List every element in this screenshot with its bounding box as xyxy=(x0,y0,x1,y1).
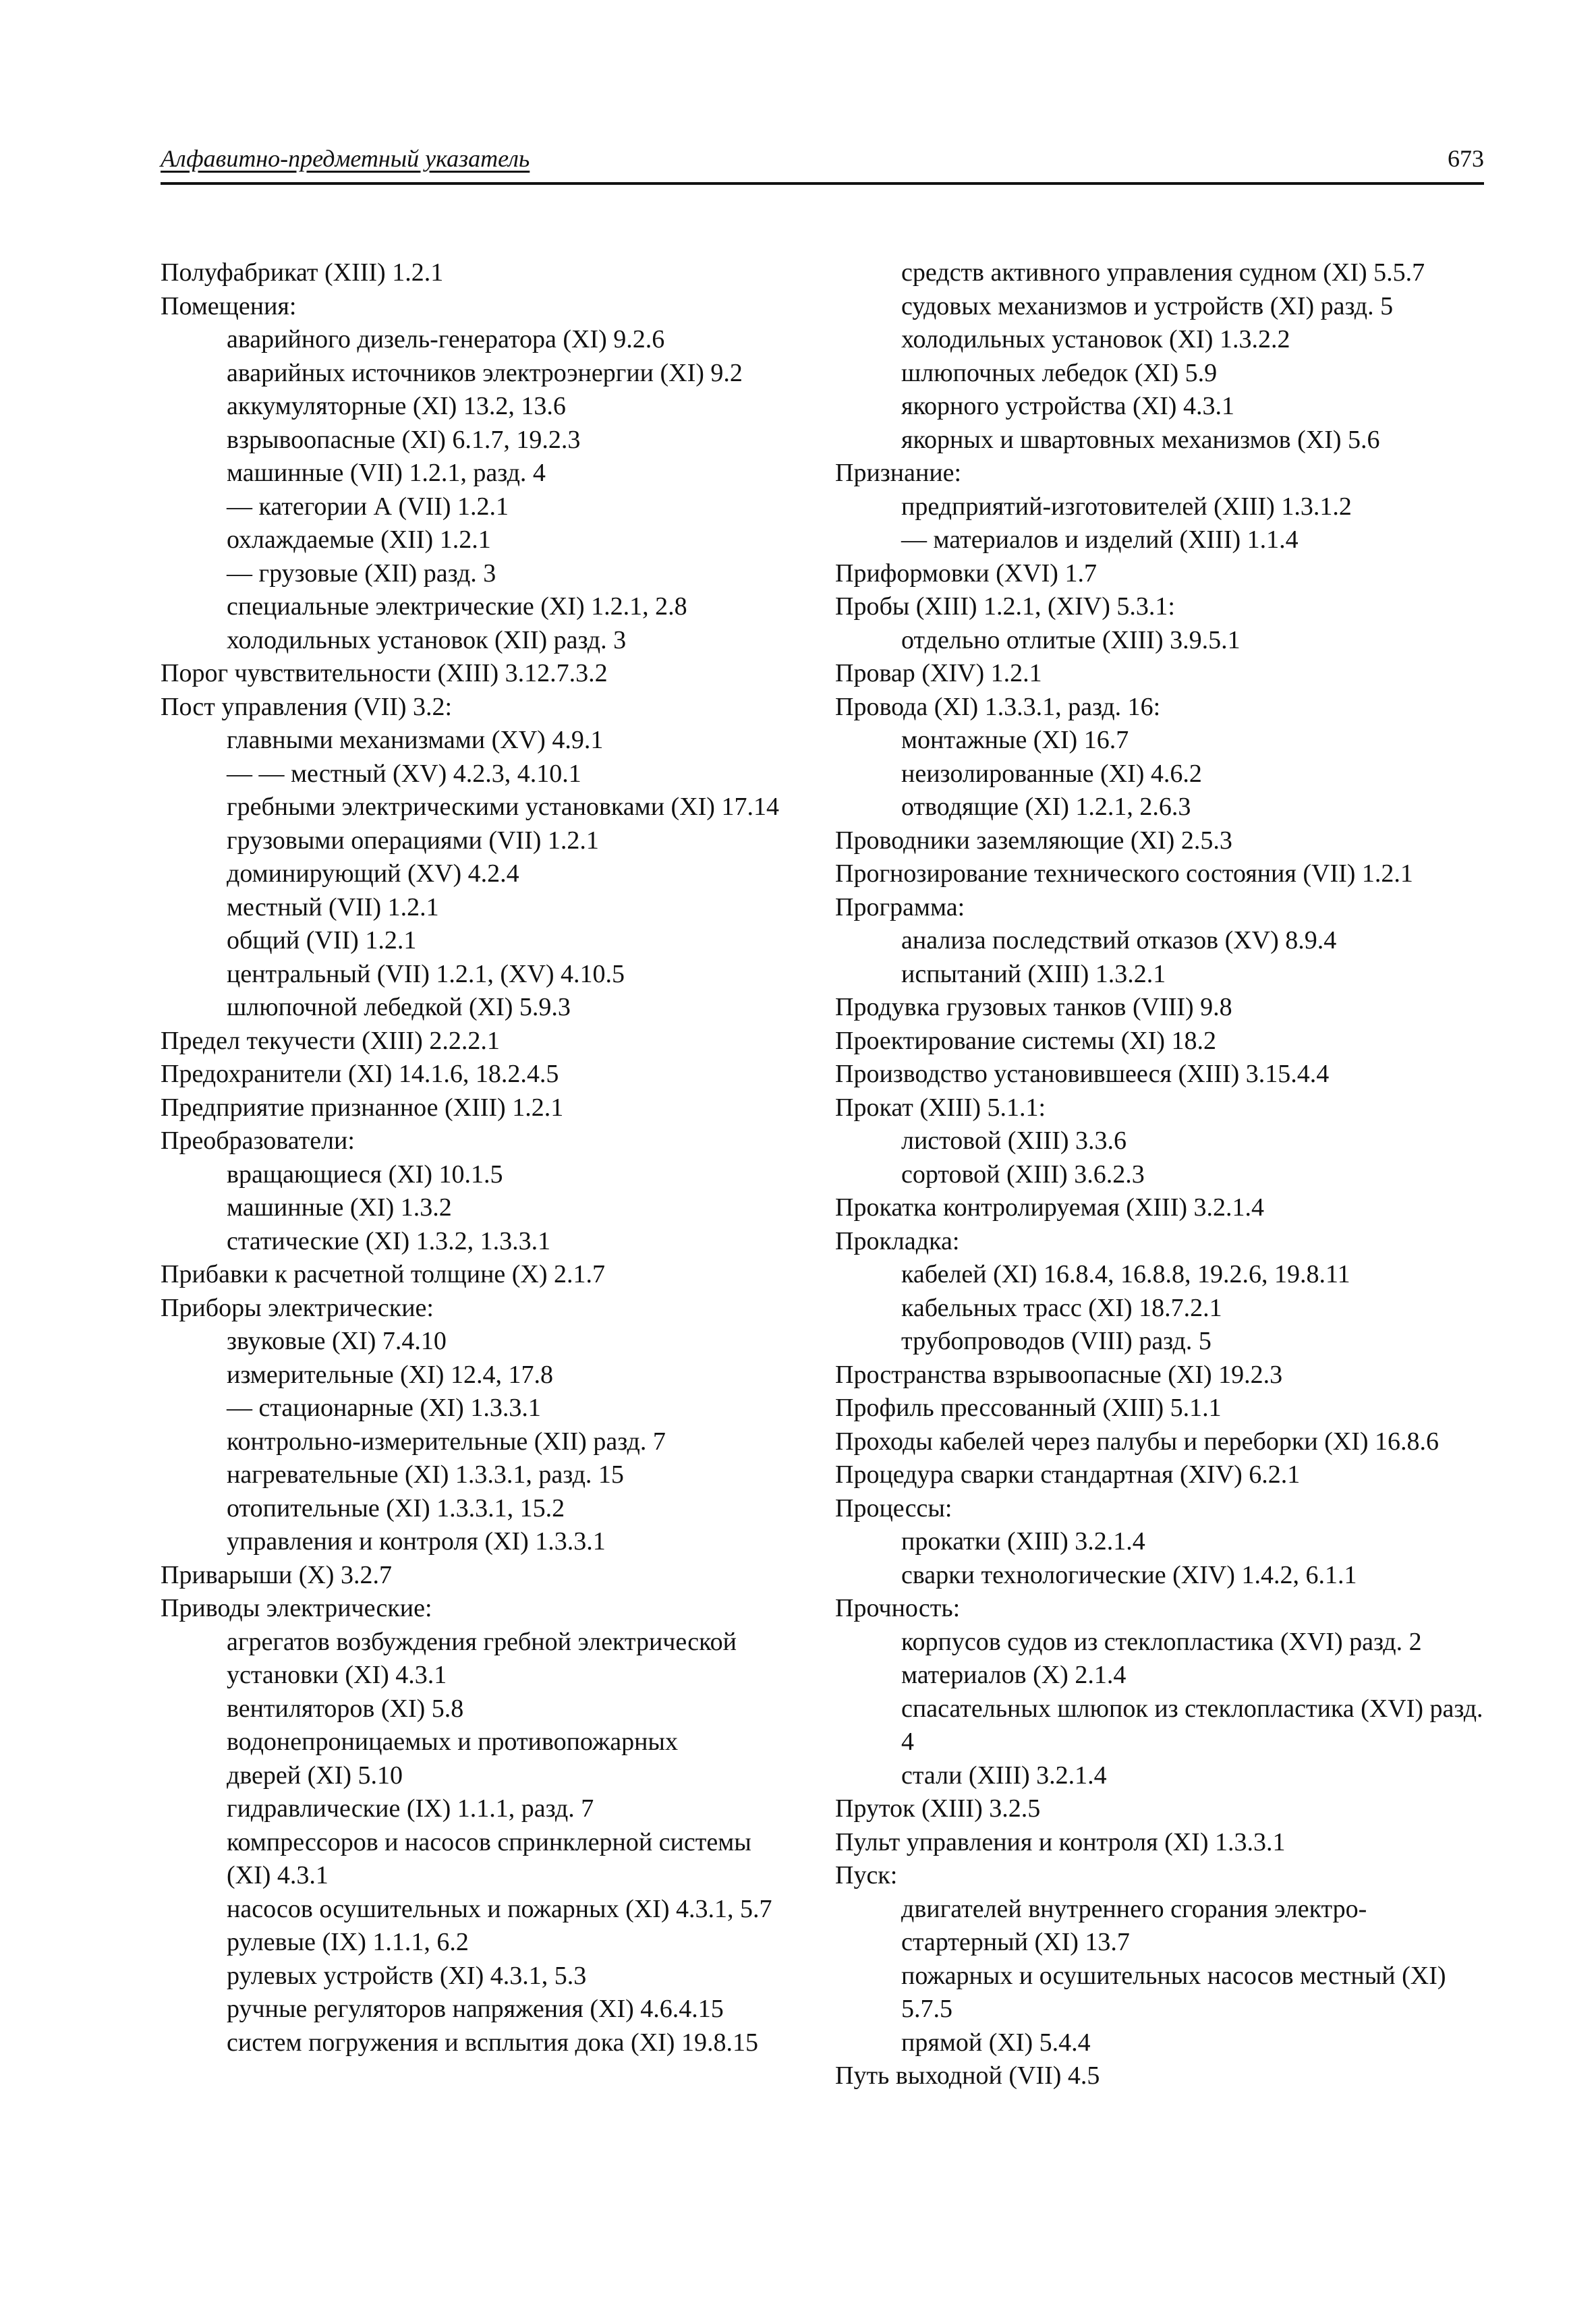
index-entry: Прогнозирование технического состояния (VII) 1.2.1 xyxy=(835,859,1413,888)
index-entry: Пост управления (VII) 3.2: xyxy=(161,692,453,721)
running-title: Алфавитно-предметный указатель xyxy=(161,145,530,172)
index-subentry: аварийного дизель-генератора (XI) 9.2.6 xyxy=(227,325,665,353)
index-subentry: трубопроводов (VIII) разд. 5 xyxy=(901,1327,1212,1355)
index-column-right xyxy=(835,256,1491,2093)
index-subentry: пожарных и осушительных насосов местный (XI) 5.7.5 xyxy=(901,1961,1446,2023)
index-entry: Путь выходной (VII) 4.5 xyxy=(835,2061,1100,2090)
index-entry: Пруток (XIII) 3.2.5 xyxy=(835,1794,1041,1823)
index-subentry: охлаждаемые (XII) 1.2.1 xyxy=(227,525,491,554)
index-entry: Процессы: xyxy=(835,1493,952,1523)
index-subentry: насосов осушительных и пожарных (XI) 4.3.1, 5.7 xyxy=(227,1894,772,1923)
index-subentry: сортовой (XIII) 3.6.2.3 xyxy=(901,1160,1145,1189)
index-subentry: листовой (XIII) 3.3.6 xyxy=(901,1127,1127,1155)
index-subentry: главными механизмами (XV) 4.9.1 xyxy=(227,726,604,754)
index-entry: Провода (XI) 1.3.3.1, разд. 16: xyxy=(835,692,1161,721)
index-entry: Предприятие признанное (XIII) 1.2.1 xyxy=(161,1093,564,1122)
index-entry: Производство установившееся (XIII) 3.15.4.4 xyxy=(835,1060,1330,1088)
index-subentry: вентиляторов (XI) 5.8 xyxy=(227,1694,464,1723)
index-entry: Приварыши (X) 3.2.7 xyxy=(161,1560,392,1589)
index-subentry: звуковые (XI) 7.4.10 xyxy=(227,1327,447,1355)
index-entry: Прочность: xyxy=(835,1594,961,1622)
index-subentry: водонепроницаемых и противопожарных xyxy=(227,1728,678,1756)
index-subentry: стали (XIII) 3.2.1.4 xyxy=(901,1761,1107,1790)
index-entry: Прибавки к расчетной толщине (X) 2.1.7 xyxy=(161,1260,606,1288)
index-entry: Прокат (XIII) 5.1.1: xyxy=(835,1093,1046,1122)
index-subentry: — материалов и изделий (XIII) 1.1.4 xyxy=(901,525,1299,554)
index-subentry: кабелей (XI) 16.8.4, 16.8.8, 19.2.6, 19.8.11 xyxy=(901,1260,1350,1288)
index-subentry: прокатки (XIII) 3.2.1.4 xyxy=(901,1527,1145,1556)
index-subentry: агрегатов возбуждения гребной электрической xyxy=(227,1627,737,1656)
index-subentry: гидравлические (IX) 1.1.1, разд. 7 xyxy=(227,1794,594,1823)
index-entry: Пробы (XIII) 1.2.1, (XIV) 5.3.1: xyxy=(835,592,1175,621)
index-subentry: спасательных шлюпок из стеклопластика (XVI) разд. 4 xyxy=(901,1694,1483,1756)
index-entry: Приформовки (XVI) 1.7 xyxy=(835,559,1097,588)
index-entry: Преобразователи: xyxy=(161,1127,355,1155)
index-subentry: аккумуляторные (XI) 13.2, 13.6 xyxy=(227,392,566,420)
index-subentry: предприятий-изготовителей (XIII) 1.3.1.2 xyxy=(901,492,1352,521)
index-subentry: гребными электрическими установками (XI) 17.14 xyxy=(227,793,779,821)
index-subentry: якорных и швартовных механизмов (XI) 5.6 xyxy=(901,425,1380,454)
index-entry: Признание: xyxy=(835,459,962,487)
index-entry: Профиль прессованный (XIII) 5.1.1 xyxy=(835,1394,1222,1422)
index-subentry: систем погружения и всплытия дока (XI) 19.8.15 xyxy=(227,2028,758,2057)
index-subentry: статические (XI) 1.3.2, 1.3.3.1 xyxy=(227,1226,551,1255)
index-entry: Приводы электрические: xyxy=(161,1594,432,1622)
index-subentry: контрольно-измерительные (XII) разд. 7 xyxy=(227,1427,666,1456)
index-subentry: — — местный (XV) 4.2.3, 4.10.1 xyxy=(227,759,581,788)
index-subentry: установки (XI) 4.3.1 xyxy=(227,1661,447,1689)
index-subentry: взрывоопасные (XI) 6.1.7, 19.2.3 xyxy=(227,425,581,454)
page-number: 673 xyxy=(1448,145,1484,172)
index-entry: Прокатка контролируемая (XIII) 3.2.1.4 xyxy=(835,1193,1265,1222)
index-subentry: монтажные (XI) 16.7 xyxy=(901,726,1129,754)
index-subentry: специальные электрические (XI) 1.2.1, 2.8 xyxy=(227,592,687,621)
index-subentry: отводящие (XI) 1.2.1, 2.6.3 xyxy=(901,793,1191,821)
index-entry: Порог чувствительности (XIII) 3.12.7.3.2 xyxy=(161,659,608,687)
index-subentry: машинные (VII) 1.2.1, разд. 4 xyxy=(227,459,546,487)
index-subentry: прямой (XI) 5.4.4 xyxy=(901,2028,1091,2057)
index-subentry: испытаний (XIII) 1.3.2.1 xyxy=(901,959,1166,988)
index-subentry: управления и контроля (XI) 1.3.3.1 xyxy=(227,1527,606,1556)
index-subentry: — стационарные (XI) 1.3.3.1 xyxy=(227,1394,541,1422)
index-subentry: рулевые (IX) 1.1.1, 6.2 xyxy=(227,1928,469,1956)
index-subentry: вращающиеся (XI) 10.1.5 xyxy=(227,1160,503,1189)
index-subentry: общий (VII) 1.2.1 xyxy=(227,926,417,955)
index-subentry: сварки технологические (XIV) 1.4.2, 6.1.1 xyxy=(901,1560,1357,1589)
index-subentry: двигателей внутреннего сгорания электро- xyxy=(901,1894,1367,1923)
index-entry: Пространства взрывоопасные (XI) 19.2.3 xyxy=(835,1360,1283,1389)
index-entry: Пульт управления и контроля (XI) 1.3.3.1 xyxy=(835,1827,1286,1856)
index-entry: Прокладка: xyxy=(835,1226,960,1255)
index-subentry: нагревательные (XI) 1.3.3.1, разд. 15 xyxy=(227,1460,624,1489)
index-entry: Провар (XIV) 1.2.1 xyxy=(835,659,1042,687)
index-subentry: доминирующий (XV) 4.2.4 xyxy=(227,859,519,888)
index-subentry: — грузовые (XII) разд. 3 xyxy=(227,559,496,588)
index-column-left xyxy=(161,256,818,2059)
index-subentry: измерительные (XI) 12.4, 17.8 xyxy=(227,1360,553,1389)
index-subentry: якорного устройства (XI) 4.3.1 xyxy=(901,392,1234,420)
index-subentry: средств активного управления судном (XI) 5.5.7 xyxy=(901,258,1425,287)
index-subentry: анализа последствий отказов (XV) 8.9.4 xyxy=(901,926,1337,955)
index-subentry: судовых механизмов и устройств (XI) разд. 5 xyxy=(901,291,1394,320)
index-entry: Проектирование системы (XI) 18.2 xyxy=(835,1026,1217,1055)
index-entry: Проводники заземляющие (XI) 2.5.3 xyxy=(835,826,1232,855)
index-subentry: — категории А (VII) 1.2.1 xyxy=(227,492,509,521)
index-subentry: аварийных источников электроэнергии (XI) 9.2 xyxy=(227,358,743,387)
index-entry: Предел текучести (XIII) 2.2.2.1 xyxy=(161,1026,500,1055)
index-subentry: холодильных установок (XI) 1.3.2.2 xyxy=(901,325,1290,353)
index-subentry: отдельно отлитые (XIII) 3.9.5.1 xyxy=(901,625,1241,654)
index-subentry: отопительные (XI) 1.3.3.1, 15.2 xyxy=(227,1493,565,1523)
index-entry: Полуфабрикат (XIII) 1.2.1 xyxy=(161,258,444,287)
index-subentry: местный (VII) 1.2.1 xyxy=(227,892,439,921)
index-subentry: неизолированные (XI) 4.6.2 xyxy=(901,759,1202,788)
index-entry: Продувка грузовых танков (VIII) 9.8 xyxy=(835,993,1232,1021)
index-subentry: (XI) 4.3.1 xyxy=(227,1861,329,1889)
index-subentry: стартерный (XI) 13.7 xyxy=(901,1928,1130,1956)
index-entry: Программа: xyxy=(835,892,965,921)
index-entry: Приборы электрические: xyxy=(161,1293,434,1322)
index-subentry: ручные регуляторов напряжения (XI) 4.6.4.15 xyxy=(227,1995,724,2023)
index-entry: Процедура сварки стандартная (XIV) 6.2.1 xyxy=(835,1460,1301,1489)
index-subentry: материалов (X) 2.1.4 xyxy=(901,1661,1127,1689)
index-subentry: дверей (XI) 5.10 xyxy=(227,1761,403,1790)
index-subentry: грузовыми операциями (VII) 1.2.1 xyxy=(227,826,599,855)
index-subentry: шлюпочных лебедок (XI) 5.9 xyxy=(901,358,1218,387)
index-subentry: кабельных трасс (XI) 18.7.2.1 xyxy=(901,1293,1222,1322)
index-entry: Предохранители (XI) 14.1.6, 18.2.4.5 xyxy=(161,1060,559,1088)
page-header xyxy=(161,140,1484,185)
index-subentry: рулевых устройств (XI) 4.3.1, 5.3 xyxy=(227,1961,587,1990)
index-subentry: машинные (XI) 1.3.2 xyxy=(227,1193,452,1222)
index-entry: Проходы кабелей через палубы и переборки (XI) 16.8.6 xyxy=(835,1427,1440,1456)
index-subentry: компрессоров и насосов спринклерной системы xyxy=(227,1827,751,1856)
index-entry: Помещения: xyxy=(161,291,297,320)
index-entry: Пуск: xyxy=(835,1861,898,1889)
index-subentry: шлюпочной лебедкой (XI) 5.9.3 xyxy=(227,993,571,1021)
index-subentry: холодильных установок (XII) разд. 3 xyxy=(227,625,627,654)
index-subentry: центральный (VII) 1.2.1, (XV) 4.10.5 xyxy=(227,959,625,988)
index-subentry: корпусов судов из стеклопластика (XVI) разд. 2 xyxy=(901,1627,1422,1656)
